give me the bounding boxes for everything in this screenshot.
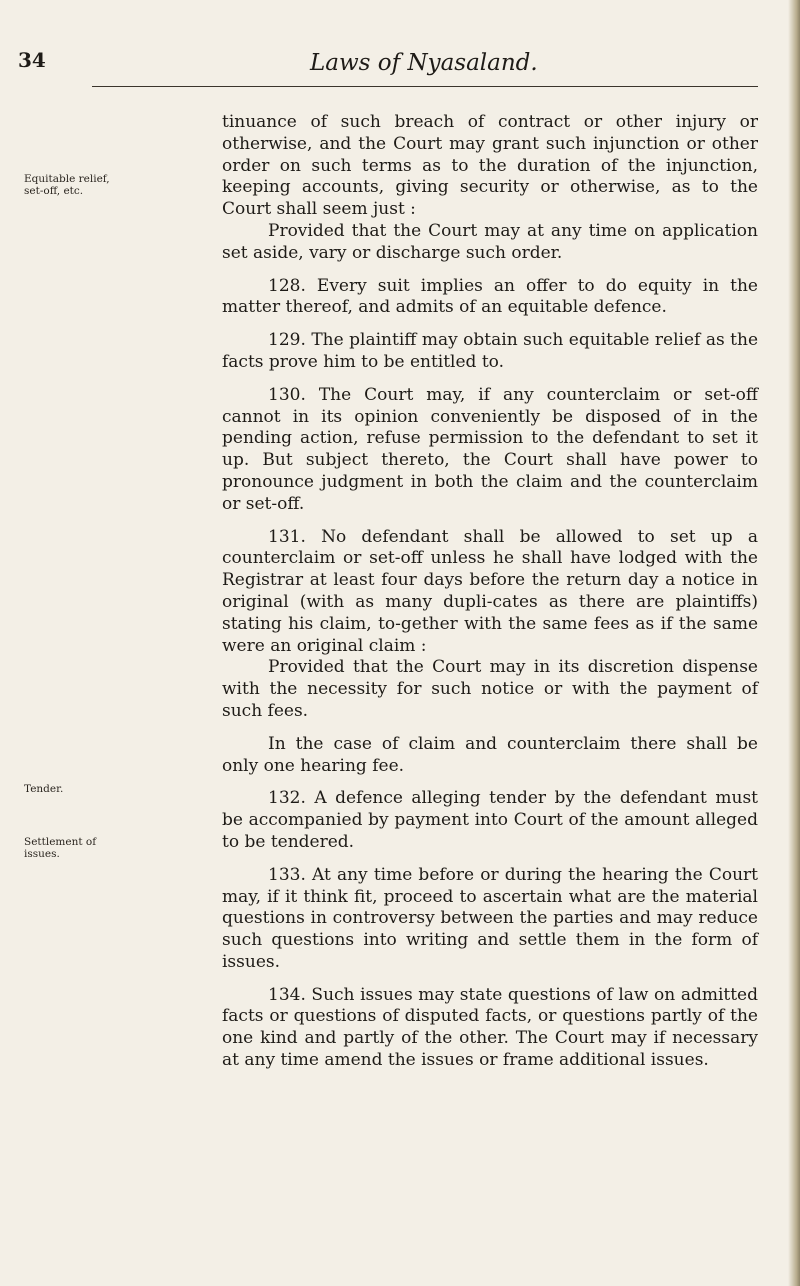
section-134: 134. Such issues may state questions of law on admitted facts or questions of disputed facts, or questions partly of the one kind and partly of the other. The Court may if necessary at any time amend the issues or frame additional issues. bbox=[222, 984, 758, 1071]
body-text bbox=[222, 112, 758, 1083]
section-131: 131. No defendant shall be allowed to set up a counterclaim or set-off unless he shall have lodged with the Registrar at least four days before the return day a notice in original (with as many dupli-cates as there are plaintiffs) stating his claim, to-gether with the same fees as if the same were an original claim : bbox=[222, 526, 758, 656]
section-130: 130. The Court may, if any counterclaim or set-off cannot in its opinion conveniently be disposed of in the pending action, refuse permission to the defendant to set it up. But subject thereto, the Court shall have power to pronounce judgment in both the claim and the counterclaim or set-off. bbox=[222, 384, 758, 514]
section-131-proviso: Provided that the Court may in its discretion dispense with the necessity for such notice or with the payment of such fees. bbox=[222, 657, 758, 721]
section-128: 128. Every suit implies an offer to do equity in the matter thereof, and admits of an equitable defence. bbox=[222, 275, 758, 318]
margin-note-settlement-of-issues: Settlement of issues. bbox=[24, 836, 97, 860]
margin-note-equitable-relief: Equitable relief, set-off, etc. bbox=[24, 173, 110, 197]
hearing-fee-paragraph: In the case of claim and counterclaim there shall be only one hearing fee. bbox=[222, 733, 758, 776]
header-rule bbox=[92, 86, 758, 87]
paragraph-continuation: tinuance of such breach of contract or other injury or otherwise, and the Court may grant such injunction or other order on such terms as to the duration of the injunction, keeping accounts, giving security or otherwise, as to the Court shall seem just : bbox=[222, 112, 758, 220]
section-133: 133. At any time before or during the hearing the Court may, if it think fit, proceed to ascertain what are the material questions in controversy between the parties and may reduce such questions into writing and settle them in the form of issues. bbox=[222, 864, 758, 972]
section-132: 132. A defence alleging tender by the defendant must be accompanied by payment into Court of the amount alleged to be tendered. bbox=[222, 788, 758, 852]
margin-note-tender: Tender. bbox=[24, 783, 64, 795]
page-edge-shadow bbox=[788, 0, 800, 1286]
section-129: 129. The plaintiff may obtain such equitable relief as the facts prove him to be entitled to. bbox=[222, 330, 758, 372]
page-number: 34 bbox=[18, 48, 46, 72]
paragraph-proviso: Provided that the Court may at any time on application set aside, vary or discharge such order. bbox=[222, 220, 758, 263]
running-title: Laws of Nyasaland. bbox=[310, 50, 538, 76]
